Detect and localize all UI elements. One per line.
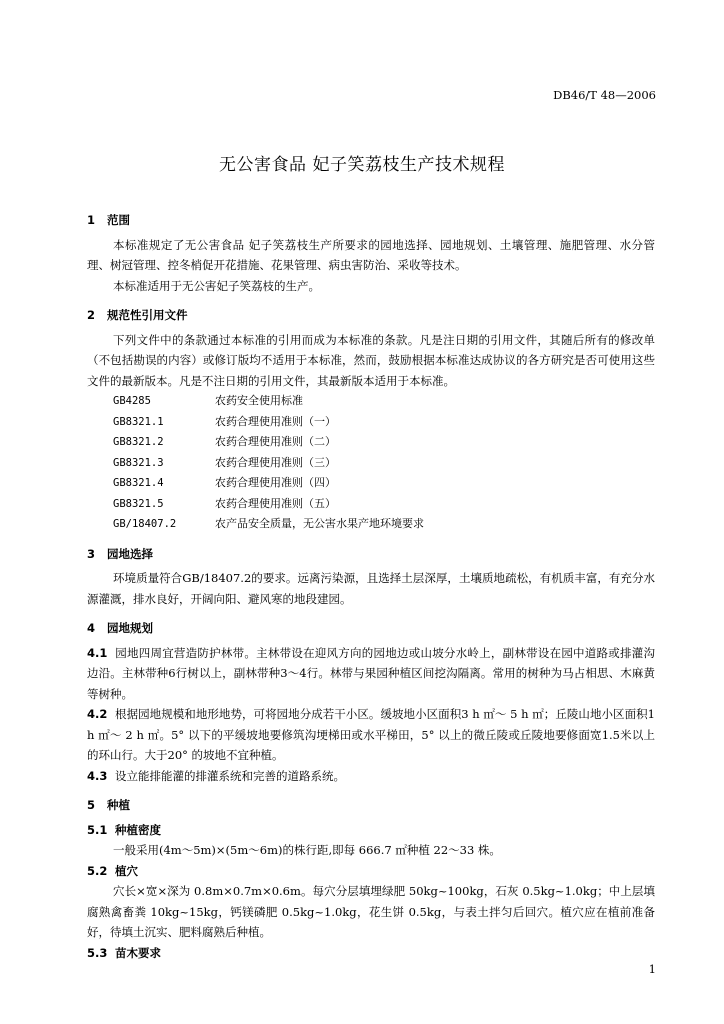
section-number: 3 <box>87 546 96 561</box>
reference-row <box>87 494 655 515</box>
paragraph: 本标准适用于无公害妃子笑荔枝的生产。 <box>113 278 320 293</box>
paragraph: 下列文件中的条款通过本标准的引用而成为本标准的条款。凡是注日期的引用文件，其随后所有的修改单（不包括勘误的内容）或修订版均不适用于本标准，然而，鼓励根据本标准达成协议的各方研究是否可使用这些文件的最新版本。凡是不注日期的引用文件，其最新版本适用于本标准。 <box>87 332 655 388</box>
document-body <box>87 210 655 963</box>
section-title: 园地规划 <box>107 621 153 635</box>
paragraph: 本标准规定了无公害食品 妃子笑荔枝生产所要求的园地选择、园地规划、土壤管理、施肥管理、水分管理、树冠管理、控冬梢促开花措施、花果管理、病虫害防治、采收等技术。 <box>87 237 655 272</box>
section-number: 2 <box>87 308 96 322</box>
section-title: 园地选择 <box>107 546 153 561</box>
section-title: 种植 <box>107 798 130 812</box>
section-heading-3 <box>87 544 655 565</box>
paragraph: 穴长×宽×深为 0.8m×0.7m×0.6m。每穴分层填埋绿肥 50kg~100kg，石灰 0.5kg~1.0kg；中上层填腐熟禽畜粪 10kg~15kg，钙镁磷肥 0.5kg~1.0kg，花生饼 0.5kg，与表土拌匀后回穴。植穴应在植前准备好，待填土沉实、肥料腐熟后种植。 <box>87 884 655 939</box>
reference-code: GB/18407.2 <box>113 518 177 530</box>
clause-number: 4.3 <box>87 768 108 783</box>
reference-row <box>87 432 655 453</box>
section-number: 5 <box>87 798 96 812</box>
subsection-number: 5.2 <box>87 863 108 878</box>
subsection-heading-5-2 <box>87 861 655 882</box>
subsection-heading-5-3 <box>87 943 655 964</box>
section-title: 范围 <box>107 213 130 227</box>
reference-row <box>87 514 655 535</box>
clause-4-2 <box>87 704 655 766</box>
clause-text: 根据园地规模和地形地势，可将园地分成若干小区。缓坡地小区面积3 h ㎡～ 5 h ㎡；丘陵山地小区面积1 h ㎡～ 2 h ㎡。5° 以下的平缓坡地要修筑沟埂梯田或水平梯田，5° 以上的微丘陵或丘陵地要修面宽1.5米以上的环山行。大于20° 的坡地不宜种植。 <box>87 707 655 762</box>
reference-row <box>87 412 655 433</box>
reference-name: 农药合理使用准则（五） <box>215 496 336 510</box>
clause-number: 4.2 <box>87 707 108 721</box>
document-code: DB46/T 48—2006 <box>553 88 656 102</box>
reference-code: GB8321.3 <box>113 456 164 469</box>
clause-number: 4.1 <box>87 645 108 660</box>
reference-code: GB8321.4 <box>113 477 164 489</box>
subsection-heading-5-1 <box>87 820 655 841</box>
clause-4-1 <box>87 643 655 705</box>
page-number: 1 <box>648 962 656 976</box>
reference-name: 农药合理使用准则（三） <box>215 455 336 469</box>
reference-name: 农药合理使用准则（四） <box>215 476 336 489</box>
reference-name: 农药合理使用准则（二） <box>215 435 336 448</box>
reference-code: GB8321.2 <box>113 436 164 448</box>
reference-name: 农药安全使用标准 <box>215 394 303 407</box>
clause-text: 设立能排能灌的排灌系统和完善的道路系统。 <box>115 768 345 783</box>
subsection-title: 植穴 <box>115 863 138 878</box>
section-number: 1 <box>87 213 96 227</box>
paragraph: 环境质量符合GB/18407.2的要求。远离污染源，且选择土层深厚，土壤质地疏松，有机质丰富，有充分水源灌溉，排水良好，开阔向阳、避风寒的地段建园。 <box>87 571 655 606</box>
section-number: 4 <box>87 621 96 635</box>
section-heading-2 <box>87 305 655 326</box>
reference-row <box>87 453 655 474</box>
section-heading-1 <box>87 210 655 231</box>
reference-row <box>87 391 655 412</box>
reference-code: GB4285 <box>113 395 151 407</box>
paragraph: 一般采用(4m～5m)×(5m～6m)的株行距,即每 666.7 ㎡种植 22～33 株。 <box>113 843 501 857</box>
reference-name: 农产品安全质量，无公害水果产地环境要求 <box>215 517 424 530</box>
reference-code: GB8321.1 <box>113 415 164 428</box>
document-title: 无公害食品 妃子笑荔枝生产技术规程 <box>219 155 505 175</box>
clause-4-3 <box>87 766 655 787</box>
section-heading-5 <box>87 795 655 816</box>
clause-text: 园地四周宜营造防护林带。主林带设在迎风方向的园地边或山坡分水岭上，副林带设在园中道路或排灌沟边沿。主林带种6行树以上，副林带种3～4行。林带与果园种植区间挖沟隔离。常用的树种为马占相思、木麻黄等树种。 <box>87 645 655 701</box>
reference-name: 农药合理使用准则（一） <box>215 414 336 428</box>
subsection-number: 5.3 <box>87 945 108 960</box>
reference-row <box>87 473 655 494</box>
subsection-title: 苗木要求 <box>115 945 161 960</box>
subsection-title: 种植密度 <box>115 822 161 837</box>
subsection-number: 5.1 <box>87 822 108 837</box>
section-title: 规范性引用文件 <box>107 308 188 322</box>
reference-code: GB8321.5 <box>113 497 164 510</box>
section-heading-4 <box>87 618 655 639</box>
